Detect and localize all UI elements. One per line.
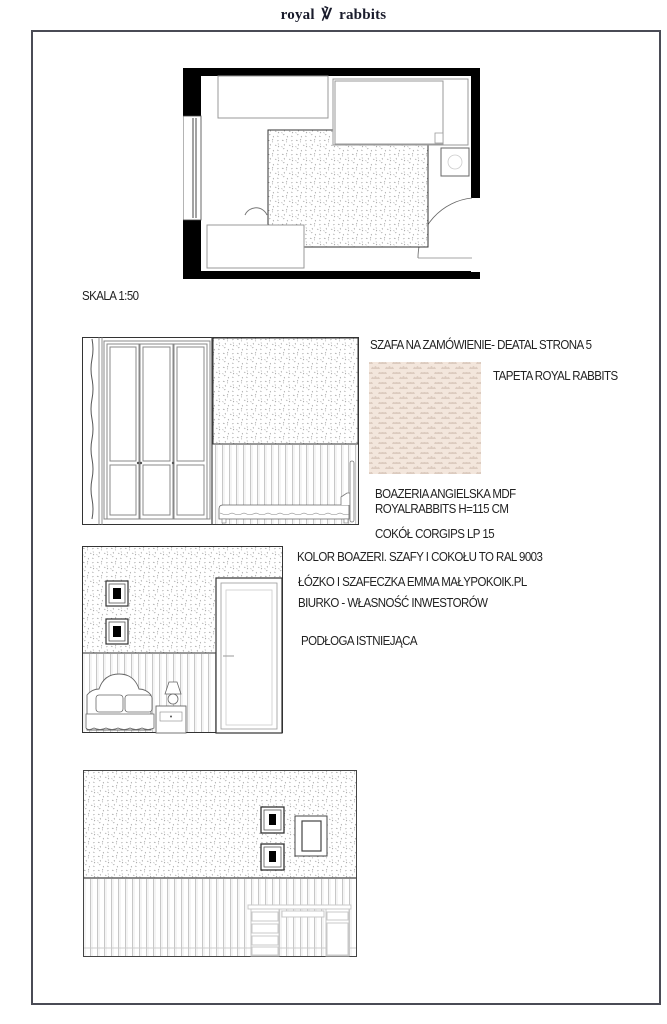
wainscot-note-line2: ROYALRABBITS H=115 CM	[375, 502, 509, 516]
wardrobe-note: SZAFA NA ZAMÓWIENIE- DEATAL STRONA 5	[370, 338, 592, 352]
desk-note: BIURKO - WŁASNOŚĆ INWESTORÓW	[298, 596, 488, 610]
brand-logo	[0, 5, 667, 24]
floor-plan	[183, 68, 483, 282]
elevation-wardrobe-wall	[82, 337, 362, 529]
wallpaper-swatch	[369, 362, 481, 474]
wainscot-note-line1: BOAZERIA ANGIELSKA MDF	[375, 487, 516, 501]
wallpaper-label: TAPETA ROYAL RABBITS	[493, 369, 618, 383]
skirting-note: COKÓŁ CORGIPS LP 15	[375, 527, 495, 541]
scale-label: SKALA 1:50	[82, 289, 139, 303]
brand-name-right: rabbits	[339, 7, 387, 23]
elevation-desk-wall	[83, 770, 359, 960]
floor-note: PODŁOGA ISTNIEJĄCA	[301, 634, 417, 648]
brand-name-left: royal	[280, 7, 315, 23]
bunny-icon: ℣	[321, 7, 333, 23]
elevation-door-wall	[82, 546, 288, 736]
bed-note: ŁÓZKO I SZAFECZKA EMMA MAŁYPOKOIK.PL	[298, 575, 527, 589]
color-note: KOLOR BOAZERI. SZAFY I COKOŁU TO RAL 9003	[297, 550, 543, 564]
